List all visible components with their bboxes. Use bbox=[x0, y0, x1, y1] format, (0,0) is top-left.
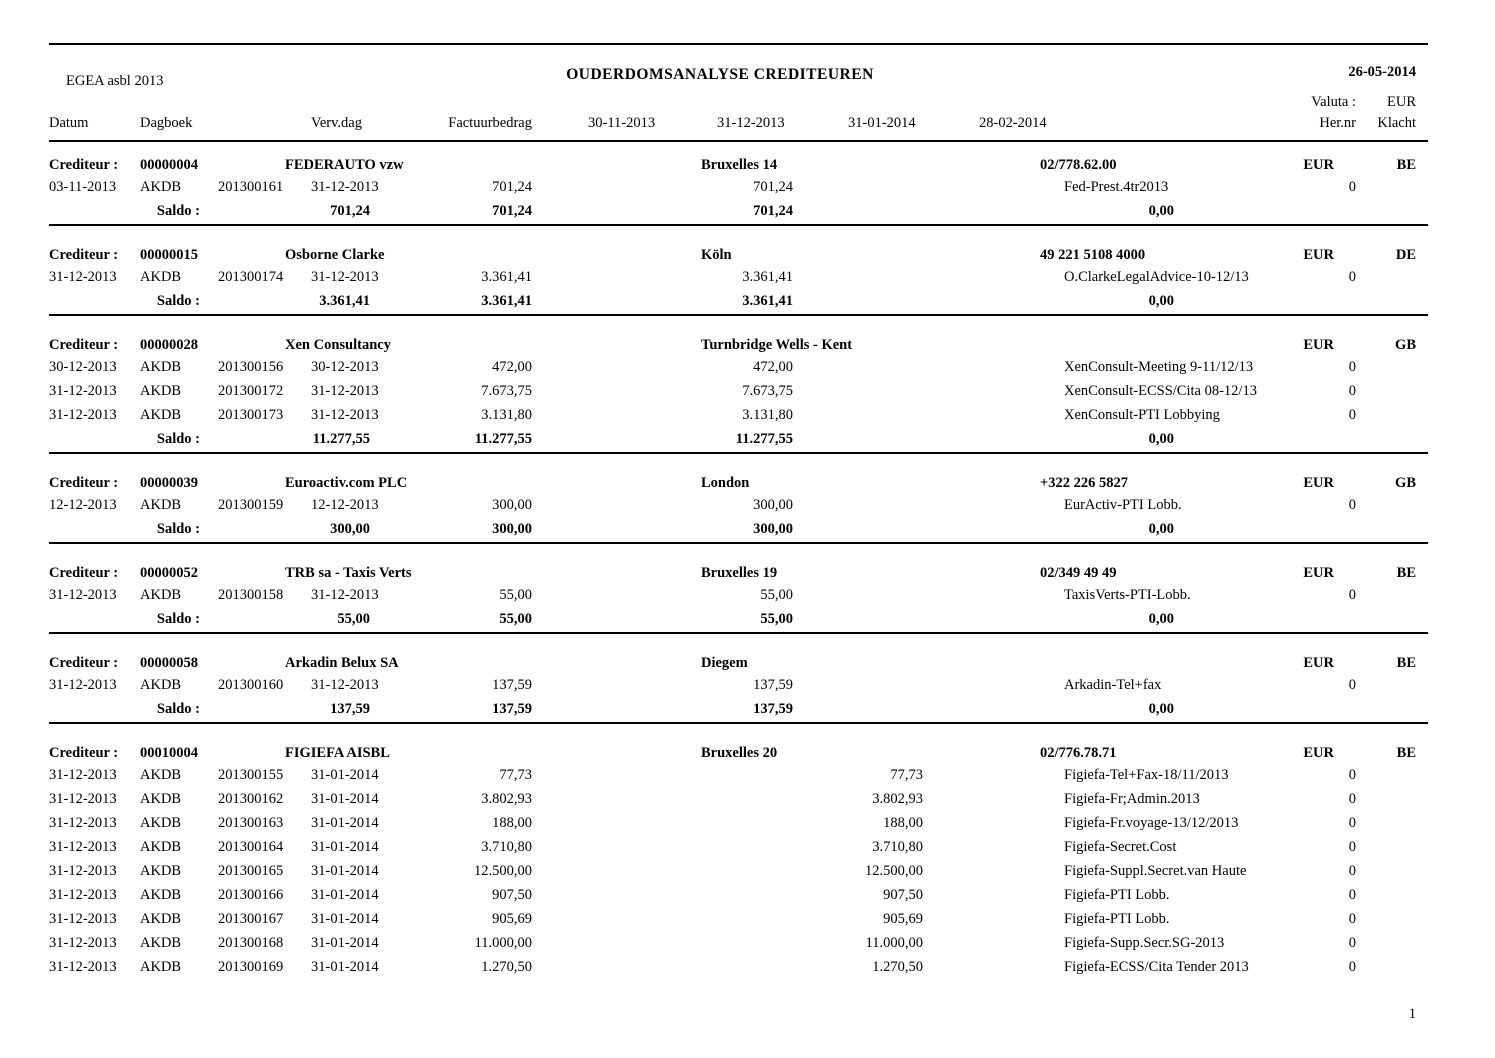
line-ref: Figiefa-Supp.Secr.SG-2013 bbox=[1064, 935, 1225, 951]
line-ref: EurActiv-PTI Lobb. bbox=[1064, 497, 1182, 513]
line-datum: 31-12-2013 bbox=[49, 887, 117, 903]
line-hernr: 0 bbox=[1348, 815, 1356, 831]
line-doc: 201300172 bbox=[218, 383, 284, 399]
line-hernr: 0 bbox=[1348, 179, 1356, 195]
line-ref: Fed-Prest.4tr2013 bbox=[1064, 179, 1169, 195]
saldo-period-2: 137,59 bbox=[753, 701, 793, 717]
line-datum: 31-12-2013 bbox=[49, 269, 117, 285]
saldo-label: Saldo : bbox=[156, 203, 200, 219]
creditor-code: 00000058 bbox=[140, 655, 198, 671]
line-doc: 201300161 bbox=[218, 179, 284, 195]
line-p3: 77,73 bbox=[890, 767, 923, 783]
saldo-bedrag: 55,00 bbox=[499, 611, 532, 627]
line-ref: Figiefa-PTI Lobb. bbox=[1064, 887, 1170, 903]
line-p2: 300,00 bbox=[753, 497, 793, 513]
col-datum: Datum bbox=[49, 115, 89, 131]
line-vervdag: 31-12-2013 bbox=[311, 677, 379, 693]
creditor-label: Crediteur : bbox=[49, 565, 119, 581]
creditor-currency: EUR bbox=[1303, 745, 1334, 761]
line-datum: 03-11-2013 bbox=[49, 179, 117, 195]
line-hernr: 0 bbox=[1348, 863, 1356, 879]
line-ref: XenConsult-Meeting 9-11/12/13 bbox=[1064, 359, 1254, 375]
line-p2: 7.673,75 bbox=[742, 383, 793, 399]
line-ref: Figiefa-Fr;Admin.2013 bbox=[1064, 791, 1200, 807]
line-bedrag: 12.500,00 bbox=[474, 863, 532, 879]
creditor-separator bbox=[49, 542, 1428, 544]
line-vervdag: 31-01-2014 bbox=[311, 935, 379, 951]
line-p3: 1.270,50 bbox=[872, 959, 923, 975]
line-bedrag: 3.802,93 bbox=[481, 791, 532, 807]
creditor-currency: EUR bbox=[1303, 565, 1334, 581]
saldo-bedrag: 300,00 bbox=[492, 521, 532, 537]
report-title: OUDERDOMSANALYSE CREDITEUREN bbox=[566, 66, 874, 83]
line-doc: 201300174 bbox=[218, 269, 284, 285]
saldo-label: Saldo : bbox=[156, 611, 200, 627]
saldo-label: Saldo : bbox=[156, 431, 200, 447]
creditor-city: Diegem bbox=[701, 655, 748, 671]
line-p2: 3.361,41 bbox=[742, 269, 793, 285]
header-rule bbox=[49, 140, 1428, 142]
creditor-currency: EUR bbox=[1303, 655, 1334, 671]
line-dagboek: AKDB bbox=[140, 911, 182, 927]
col-dagboek: Dagboek bbox=[140, 115, 193, 131]
line-ref: XenConsult-PTI Lobbying bbox=[1064, 407, 1220, 423]
creditor-city: Turnbridge Wells - Kent bbox=[701, 337, 853, 353]
line-ref: Figiefa-Tel+Fax-18/11/2013 bbox=[1064, 767, 1229, 783]
line-dagboek: AKDB bbox=[140, 179, 182, 195]
line-hernr: 0 bbox=[1348, 935, 1356, 951]
company-name: EGEA asbl 2013 bbox=[66, 73, 164, 89]
line-vervdag: 12-12-2013 bbox=[311, 497, 379, 513]
line-ref: XenConsult-ECSS/Cita 08-12/13 bbox=[1064, 383, 1257, 399]
line-hernr: 0 bbox=[1348, 587, 1356, 603]
line-ref: Figiefa-ECSS/Cita Tender 2013 bbox=[1064, 959, 1249, 975]
col-period-4: 28-02-2014 bbox=[979, 115, 1047, 131]
creditor-label: Crediteur : bbox=[49, 337, 119, 353]
saldo-period-2: 55,00 bbox=[760, 611, 793, 627]
line-vervdag: 31-12-2013 bbox=[311, 407, 379, 423]
valuta-label: Valuta : bbox=[1311, 94, 1356, 110]
saldo-vervdag: 701,24 bbox=[330, 203, 370, 219]
line-vervdag: 31-01-2014 bbox=[311, 767, 379, 783]
line-hernr: 0 bbox=[1348, 791, 1356, 807]
creditor-currency: EUR bbox=[1303, 337, 1334, 353]
creditor-currency: EUR bbox=[1303, 247, 1334, 263]
line-bedrag: 3.361,41 bbox=[481, 269, 532, 285]
line-bedrag: 3.710,80 bbox=[481, 839, 532, 855]
line-ref: Arkadin-Tel+fax bbox=[1064, 677, 1162, 693]
creditor-city: Bruxelles 19 bbox=[701, 565, 778, 581]
line-p2: 55,00 bbox=[760, 587, 793, 603]
line-datum: 31-12-2013 bbox=[49, 587, 117, 603]
line-doc: 201300158 bbox=[218, 587, 284, 603]
line-p3: 907,50 bbox=[883, 887, 923, 903]
line-doc: 201300165 bbox=[218, 863, 284, 879]
line-datum: 31-12-2013 bbox=[49, 791, 117, 807]
line-hernr: 0 bbox=[1348, 497, 1356, 513]
line-p2: 472,00 bbox=[753, 359, 793, 375]
line-dagboek: AKDB bbox=[140, 587, 182, 603]
line-datum: 31-12-2013 bbox=[49, 815, 117, 831]
line-hernr: 0 bbox=[1348, 887, 1356, 903]
line-bedrag: 701,24 bbox=[492, 179, 532, 195]
saldo-vervdag: 3.361,41 bbox=[319, 293, 370, 309]
line-p3: 12.500,00 bbox=[865, 863, 923, 879]
col-vervdag: Verv.dag bbox=[311, 115, 362, 131]
line-p2: 137,59 bbox=[753, 677, 793, 693]
saldo-ref: 0,00 bbox=[1148, 701, 1174, 717]
creditor-name: TRB sa - Taxis Verts bbox=[285, 565, 412, 581]
creditor-city: Köln bbox=[701, 247, 732, 263]
line-hernr: 0 bbox=[1348, 959, 1356, 975]
col-hernr: Her.nr bbox=[1319, 115, 1356, 131]
saldo-label: Saldo : bbox=[156, 293, 200, 309]
line-vervdag: 31-12-2013 bbox=[311, 383, 379, 399]
line-bedrag: 1.270,50 bbox=[481, 959, 532, 975]
col-klacht: Klacht bbox=[1377, 115, 1416, 131]
creditor-code: 00000052 bbox=[140, 565, 198, 581]
creditor-country: DE bbox=[1395, 247, 1416, 263]
creditor-label: Crediteur : bbox=[49, 247, 119, 263]
line-bedrag: 905,69 bbox=[492, 911, 532, 927]
line-dagboek: AKDB bbox=[140, 497, 182, 513]
line-dagboek: AKDB bbox=[140, 839, 182, 855]
line-datum: 31-12-2013 bbox=[49, 839, 117, 855]
line-dagboek: AKDB bbox=[140, 959, 182, 975]
saldo-period-2: 3.361,41 bbox=[742, 293, 793, 309]
saldo-bedrag: 137,59 bbox=[492, 701, 532, 717]
creditor-separator bbox=[49, 452, 1428, 454]
line-p2: 3.131,80 bbox=[742, 407, 793, 423]
line-hernr: 0 bbox=[1348, 269, 1356, 285]
line-dagboek: AKDB bbox=[140, 677, 182, 693]
creditor-name: Osborne Clarke bbox=[285, 247, 385, 263]
line-doc: 201300168 bbox=[218, 935, 284, 951]
saldo-vervdag: 300,00 bbox=[330, 521, 370, 537]
line-hernr: 0 bbox=[1348, 677, 1356, 693]
saldo-ref: 0,00 bbox=[1148, 611, 1174, 627]
creditor-name: Euroactiv.com PLC bbox=[285, 475, 408, 491]
line-hernr: 0 bbox=[1348, 407, 1356, 423]
line-doc: 201300160 bbox=[218, 677, 284, 693]
creditor-separator bbox=[49, 224, 1428, 226]
creditor-code: 00000028 bbox=[140, 337, 198, 353]
creditor-phone: 02/776.78.71 bbox=[1040, 745, 1117, 761]
line-vervdag: 31-01-2014 bbox=[311, 839, 379, 855]
line-ref: O.ClarkeLegalAdvice-10-12/13 bbox=[1064, 269, 1249, 285]
line-bedrag: 77,73 bbox=[499, 767, 532, 783]
creditor-phone: 49 221 5108 4000 bbox=[1040, 247, 1146, 263]
line-doc: 201300173 bbox=[218, 407, 284, 423]
line-datum: 31-12-2013 bbox=[49, 383, 117, 399]
page-number: 1 bbox=[1408, 1006, 1416, 1022]
line-dagboek: AKDB bbox=[140, 815, 182, 831]
line-hernr: 0 bbox=[1348, 359, 1356, 375]
saldo-ref: 0,00 bbox=[1148, 431, 1174, 447]
line-vervdag: 31-01-2014 bbox=[311, 863, 379, 879]
line-hernr: 0 bbox=[1348, 767, 1356, 783]
saldo-bedrag: 701,24 bbox=[492, 203, 532, 219]
line-dagboek: AKDB bbox=[140, 791, 182, 807]
line-dagboek: AKDB bbox=[140, 887, 182, 903]
creditor-code: 00000015 bbox=[140, 247, 198, 263]
line-dagboek: AKDB bbox=[140, 269, 182, 285]
line-datum: 12-12-2013 bbox=[49, 497, 117, 513]
creditor-city: Bruxelles 14 bbox=[701, 157, 778, 173]
saldo-vervdag: 11.277,55 bbox=[312, 431, 370, 447]
line-ref: Figiefa-Suppl.Secret.van Haute bbox=[1064, 863, 1247, 879]
line-dagboek: AKDB bbox=[140, 767, 182, 783]
line-bedrag: 472,00 bbox=[492, 359, 532, 375]
line-vervdag: 31-12-2013 bbox=[311, 587, 379, 603]
line-vervdag: 31-01-2014 bbox=[311, 911, 379, 927]
saldo-ref: 0,00 bbox=[1148, 203, 1174, 219]
top-rule bbox=[49, 43, 1428, 45]
creditor-city: London bbox=[701, 475, 750, 491]
line-p3: 188,00 bbox=[883, 815, 923, 831]
report-date: 26-05-2014 bbox=[1348, 64, 1416, 80]
line-dagboek: AKDB bbox=[140, 935, 182, 951]
col-period-1: 30-11-2013 bbox=[588, 115, 656, 131]
line-p3: 11.000,00 bbox=[865, 935, 923, 951]
line-vervdag: 31-01-2014 bbox=[311, 959, 379, 975]
line-doc: 201300156 bbox=[218, 359, 284, 375]
creditor-currency: EUR bbox=[1303, 157, 1334, 173]
valuta-value: EUR bbox=[1387, 94, 1416, 110]
line-vervdag: 31-01-2014 bbox=[311, 791, 379, 807]
line-bedrag: 11.000,00 bbox=[474, 935, 532, 951]
line-doc: 201300159 bbox=[218, 497, 284, 513]
creditor-country: BE bbox=[1396, 655, 1416, 671]
line-ref: Figiefa-Fr.voyage-13/12/2013 bbox=[1064, 815, 1239, 831]
line-vervdag: 31-01-2014 bbox=[311, 815, 379, 831]
saldo-bedrag: 3.361,41 bbox=[481, 293, 532, 309]
line-ref: Figiefa-PTI Lobb. bbox=[1064, 911, 1170, 927]
line-datum: 31-12-2013 bbox=[49, 677, 117, 693]
line-bedrag: 907,50 bbox=[492, 887, 532, 903]
line-vervdag: 31-12-2013 bbox=[311, 269, 379, 285]
creditor-code: 00010004 bbox=[140, 745, 198, 761]
line-p3: 3.802,93 bbox=[872, 791, 923, 807]
creditor-phone: 02/778.62.00 bbox=[1040, 157, 1117, 173]
col-period-3: 31-01-2014 bbox=[848, 115, 916, 131]
line-doc: 201300169 bbox=[218, 959, 284, 975]
line-datum: 31-12-2013 bbox=[49, 863, 117, 879]
creditor-country: BE bbox=[1396, 157, 1416, 173]
line-doc: 201300155 bbox=[218, 767, 284, 783]
line-datum: 31-12-2013 bbox=[49, 407, 117, 423]
line-dagboek: AKDB bbox=[140, 407, 182, 423]
creditor-currency: EUR bbox=[1303, 475, 1334, 491]
saldo-bedrag: 11.277,55 bbox=[474, 431, 532, 447]
line-p3: 3.710,80 bbox=[872, 839, 923, 855]
line-bedrag: 188,00 bbox=[492, 815, 532, 831]
saldo-label: Saldo : bbox=[156, 701, 200, 717]
creditor-country: GB bbox=[1395, 337, 1416, 353]
saldo-label: Saldo : bbox=[156, 521, 200, 537]
line-vervdag: 31-01-2014 bbox=[311, 887, 379, 903]
line-bedrag: 137,59 bbox=[492, 677, 532, 693]
line-dagboek: AKDB bbox=[140, 383, 182, 399]
creditor-phone: +322 226 5827 bbox=[1040, 475, 1129, 491]
line-p3: 905,69 bbox=[883, 911, 923, 927]
saldo-ref: 0,00 bbox=[1148, 521, 1174, 537]
line-bedrag: 55,00 bbox=[499, 587, 532, 603]
creditor-phone: 02/349 49 49 bbox=[1040, 565, 1117, 581]
creditor-separator bbox=[49, 722, 1428, 724]
creditor-city: Bruxelles 20 bbox=[701, 745, 778, 761]
line-vervdag: 30-12-2013 bbox=[311, 359, 379, 375]
col-factuurbedrag: Factuurbedrag bbox=[448, 115, 532, 131]
creditor-name: FEDERAUTO vzw bbox=[285, 157, 404, 173]
line-hernr: 0 bbox=[1348, 911, 1356, 927]
line-doc: 201300166 bbox=[218, 887, 284, 903]
saldo-period-2: 11.277,55 bbox=[735, 431, 793, 447]
line-hernr: 0 bbox=[1348, 839, 1356, 855]
line-datum: 31-12-2013 bbox=[49, 959, 117, 975]
line-bedrag: 3.131,80 bbox=[481, 407, 532, 423]
saldo-period-2: 300,00 bbox=[753, 521, 793, 537]
saldo-ref: 0,00 bbox=[1148, 293, 1174, 309]
creditor-name: Xen Consultancy bbox=[285, 337, 391, 353]
col-period-2: 31-12-2013 bbox=[717, 115, 785, 131]
saldo-vervdag: 55,00 bbox=[337, 611, 370, 627]
line-bedrag: 7.673,75 bbox=[481, 383, 532, 399]
creditor-name: Arkadin Belux SA bbox=[285, 655, 399, 671]
creditor-label: Crediteur : bbox=[49, 475, 119, 491]
line-hernr: 0 bbox=[1348, 383, 1356, 399]
creditor-name: FIGIEFA AISBL bbox=[285, 745, 390, 761]
line-doc: 201300163 bbox=[218, 815, 284, 831]
creditor-separator bbox=[49, 314, 1428, 316]
line-datum: 31-12-2013 bbox=[49, 935, 117, 951]
line-doc: 201300167 bbox=[218, 911, 284, 927]
line-dagboek: AKDB bbox=[140, 359, 182, 375]
creditor-code: 00000039 bbox=[140, 475, 198, 491]
line-doc: 201300164 bbox=[218, 839, 284, 855]
creditor-country: BE bbox=[1396, 565, 1416, 581]
line-doc: 201300162 bbox=[218, 791, 284, 807]
creditor-label: Crediteur : bbox=[49, 157, 119, 173]
saldo-period-2: 701,24 bbox=[753, 203, 793, 219]
line-p2: 701,24 bbox=[753, 179, 793, 195]
line-datum: 31-12-2013 bbox=[49, 767, 117, 783]
line-bedrag: 300,00 bbox=[492, 497, 532, 513]
line-ref: Figiefa-Secret.Cost bbox=[1064, 839, 1177, 855]
line-datum: 30-12-2013 bbox=[49, 359, 117, 375]
creditor-country: GB bbox=[1395, 475, 1416, 491]
line-datum: 31-12-2013 bbox=[49, 911, 117, 927]
line-dagboek: AKDB bbox=[140, 863, 182, 879]
line-ref: TaxisVerts-PTI-Lobb. bbox=[1064, 587, 1191, 603]
creditor-code: 00000004 bbox=[140, 157, 198, 173]
creditor-separator bbox=[49, 632, 1428, 634]
line-vervdag: 31-12-2013 bbox=[311, 179, 379, 195]
creditor-label: Crediteur : bbox=[49, 655, 119, 671]
creditor-country: BE bbox=[1396, 745, 1416, 761]
saldo-vervdag: 137,59 bbox=[330, 701, 370, 717]
creditor-label: Crediteur : bbox=[49, 745, 119, 761]
